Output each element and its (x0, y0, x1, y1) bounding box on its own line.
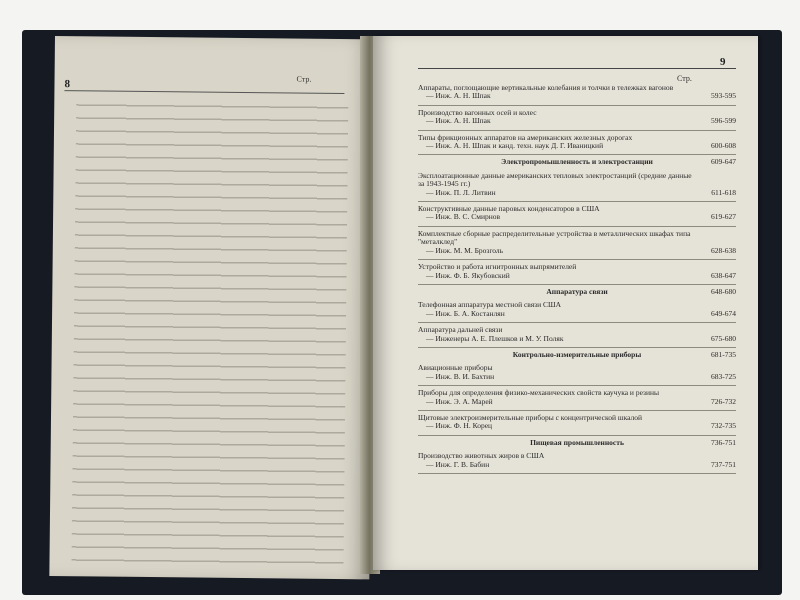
toc-section-heading (418, 158, 736, 166)
entry-author: — Инженеры А. Е. Плешков и М. У. Поляк (426, 333, 564, 343)
entry-divider (418, 473, 736, 474)
entry-title: Авиационные приборы (418, 363, 493, 373)
entry-author: — Инж. М. М. Брозголь (426, 245, 504, 255)
entry-author: — Инж. А. Н. Шпак (426, 116, 491, 126)
entry-page-range: 638-647 (711, 270, 736, 280)
toc-entry (418, 301, 736, 318)
right-page-header-rule (418, 68, 736, 69)
toc-section-heading (418, 439, 736, 447)
entry-page-range: 737-751 (711, 459, 736, 469)
toc-entry (418, 84, 736, 101)
left-page-header-rule (64, 90, 344, 94)
entry-title: Эксплоатационные данные американских тепловых электростанций (средние данные за 1943-1945 гг.) (418, 170, 692, 189)
entry-author: — Инж. В. С. Смирнов (426, 212, 501, 222)
entry-author: — Инж. П. Л. Литвин (426, 187, 496, 197)
section-page-range: 681-735 (711, 349, 736, 359)
entry-divider (418, 435, 736, 436)
entry-page-range: 596-599 (711, 116, 736, 126)
section-title: Пищевая промышленность (530, 437, 624, 447)
entry-author: — Инж. А. Н. Шпак (426, 91, 491, 101)
entry-author: — Инж. В. И. Бахтин (426, 371, 495, 381)
entry-divider (418, 154, 736, 155)
toc-entry (418, 134, 736, 151)
left-page (49, 36, 375, 579)
entry-page-range: 675-680 (711, 333, 736, 343)
entry-page-range: 600-608 (711, 141, 736, 151)
entry-page-range: 683-725 (711, 371, 736, 381)
entry-divider (418, 410, 736, 411)
toc-entry (418, 109, 736, 126)
entry-divider (418, 347, 736, 348)
toc-entry (418, 172, 736, 197)
toc-entry (418, 230, 736, 255)
right-page-column-header: Стр. (677, 74, 692, 83)
toc-entry (418, 389, 736, 406)
toc-section-heading (418, 288, 736, 296)
toc-entry (418, 205, 736, 222)
entry-title: Аппараты, поглощающие вертикальные колебания и толчки в тележках вагонов (418, 83, 674, 92)
right-page-number: 9 (720, 56, 726, 68)
entry-title: Производство вагонных осей и колес (418, 107, 537, 117)
left-page-number: 8 (64, 78, 71, 91)
toc-section-heading (418, 351, 736, 359)
toc-entry (418, 364, 736, 381)
entry-title: Устройство и работа игнитронных выпрямителей (418, 262, 577, 272)
section-page-range: 648-680 (711, 286, 736, 296)
entry-author: — Инж. Г. В. Бабин (426, 459, 490, 469)
entry-divider (418, 284, 736, 285)
entry-page-range: 593-595 (711, 91, 736, 101)
entry-divider (418, 130, 736, 131)
entry-divider (418, 259, 736, 260)
entry-title: Приборы для определения физико-механических свойств каучука и резины (418, 388, 660, 398)
entry-divider (418, 385, 736, 386)
entry-page-range: 628-638 (711, 245, 736, 255)
entry-title: Типы фрикционных аппаратов на американских железных дорогах (418, 132, 633, 142)
toc-entry (418, 414, 736, 431)
entry-author: — Инж. А. Н. Шпак и канд. техн. наук Д. Г. Иваницкий (426, 141, 604, 151)
entry-divider (418, 226, 736, 227)
entry-title: Конструктивные данные паровых конденсаторов в США (418, 204, 600, 214)
entry-author: — Инж. Ф. Н. Корец (426, 421, 493, 431)
entry-title: Телефонная аппаратура местной связи США (418, 300, 562, 310)
entry-page-range: 649-674 (711, 308, 736, 318)
entry-page-range: 726-732 (711, 396, 736, 406)
entry-divider (418, 105, 736, 106)
section-title: Электропромышленность и электростанции (501, 157, 653, 167)
section-page-range: 736-751 (711, 437, 736, 447)
entry-page-range: 619-627 (711, 212, 736, 222)
entry-title: Производство животных жиров в США (418, 451, 545, 461)
table-of-contents (418, 84, 736, 477)
left-page-column-header: Стр. (296, 74, 312, 84)
entry-title: Аппаратура дальней связи (418, 325, 503, 335)
entry-title: Щитовые электроизмерительные приборы с концентрической шкалой (418, 412, 643, 422)
entry-divider (418, 322, 736, 323)
right-page (373, 36, 758, 570)
section-title: Контрольно-измерительные приборы (512, 349, 642, 359)
entry-author: — Инж. Э. А. Марей (426, 396, 493, 406)
entry-author: — Инж. Ф. Б. Якубовский (426, 270, 510, 280)
entry-page-range: 732-735 (711, 421, 736, 431)
left-page-unreadable-text (71, 96, 348, 565)
entry-author: — Инж. Б. А. Костанлян (426, 308, 505, 318)
toc-entry (418, 452, 736, 469)
toc-entry (418, 263, 736, 280)
section-title: Аппаратура связи (546, 286, 608, 296)
entry-divider (418, 201, 736, 202)
entry-page-range: 611-618 (711, 187, 736, 197)
toc-entry (418, 326, 736, 343)
entry-title: Комплектные сборные распределительные устройства в металлических шкафах типа "металклед" (418, 228, 691, 247)
section-page-range: 609-647 (711, 157, 736, 167)
